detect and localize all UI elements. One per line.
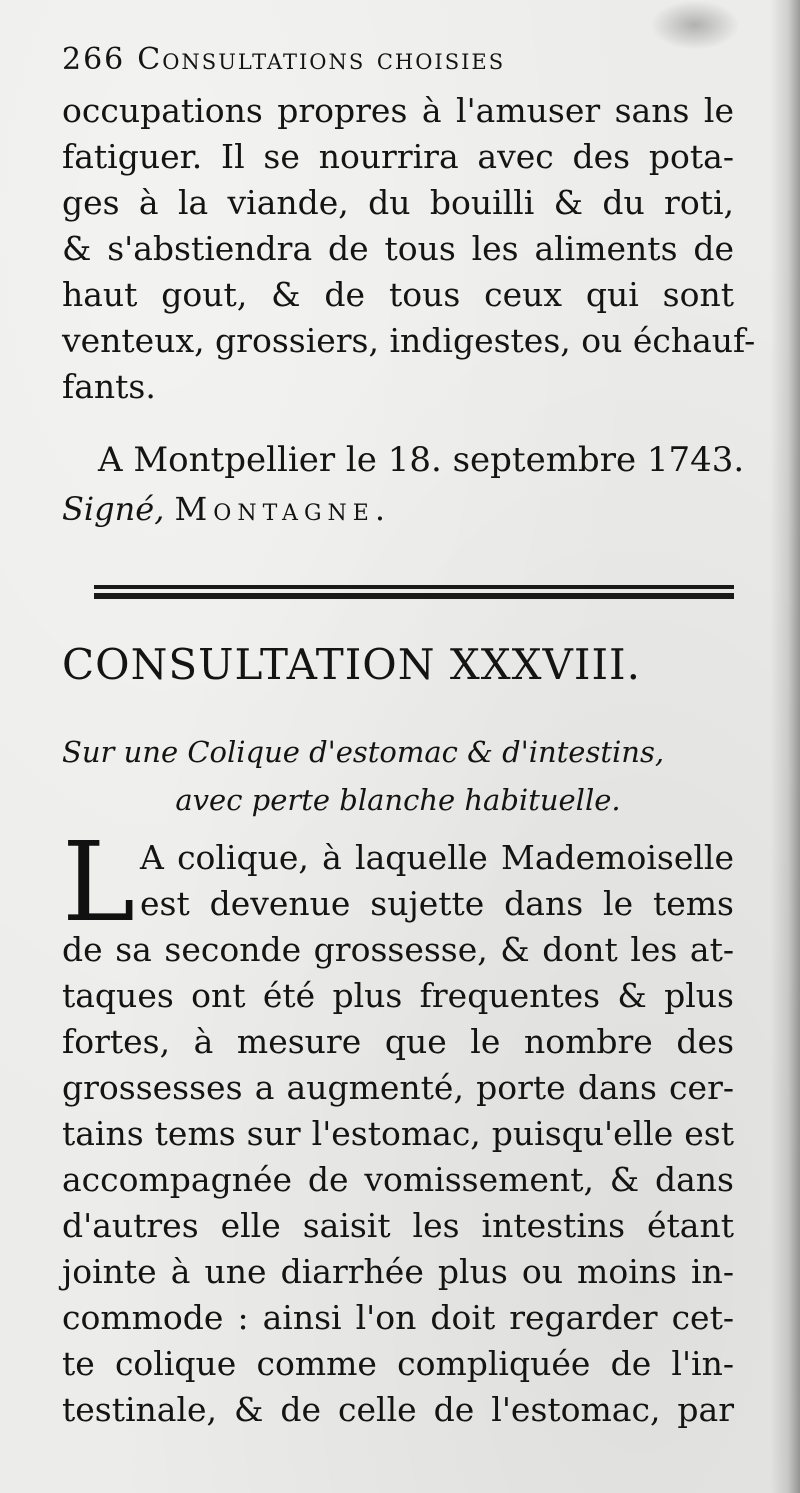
top-paragraph (62, 88, 756, 410)
section-heading: CONSULTATION XXXVIII. (62, 640, 641, 689)
page-stain (650, 0, 740, 50)
text-line: d'autres elle saisit les intestins étant (62, 1206, 734, 1245)
text-line: grossesses a augmenté, porte dans cer- (62, 1068, 734, 1107)
page-number: 266 (62, 42, 126, 77)
running-head (62, 42, 505, 77)
text-line: fants. (62, 367, 156, 406)
text-line: fatiguer. Il se nourrira avec des pota- (62, 137, 734, 176)
text-line: & s'abstiendra de tous les aliments de (62, 229, 734, 268)
text-line: jointe à une diarrhée plus ou moins in- (62, 1252, 734, 1291)
text-line: est devenue sujette dans le tems (140, 884, 734, 923)
signer-name: Montagne. (174, 490, 391, 528)
subtitle-line: avec perte blanche habituelle. (175, 783, 621, 817)
text-line: haut gout, & de tous ceux qui sont (62, 275, 734, 314)
text-line: de sa seconde grossesse, & dont les at- (62, 930, 734, 969)
text-line: accompagnée de vomissement, & dans (62, 1160, 734, 1199)
dateline: A Montpellier le 18. septembre 1743. (98, 440, 745, 480)
drop-cap: L (62, 818, 136, 946)
text-line: testinale, & de celle de l'estomac, par (62, 1390, 734, 1429)
text-line: fortes, à mesure que le nombre des (62, 1022, 734, 1061)
text-line: commode : ainsi l'on doit regarder cet- (62, 1298, 734, 1337)
text-line: taques ont été plus frequentes & plus (62, 976, 734, 1015)
text-line: tains tems sur l'estomac, puisqu'elle est (62, 1114, 734, 1153)
signed-word: Signé, (62, 490, 165, 528)
body-paragraph (62, 818, 734, 1433)
text-line: A colique, à laquelle Mademoiselle (140, 838, 734, 877)
section-divider-rule (94, 585, 734, 599)
subtitle-line: Sur une Colique d'estomac & d'intestins, (62, 735, 665, 769)
text-line: te colique comme compliquée de l'in- (62, 1344, 734, 1383)
page-edge-shadow (770, 0, 800, 1493)
text-line: ges à la viande, du bouilli & du roti, (62, 183, 734, 222)
text-line: venteux, grossiers, indigestes, ou échauf- (62, 321, 756, 360)
section-subtitle (62, 728, 734, 824)
text-line: occupations propres à l'amuser sans le (62, 91, 734, 130)
signature (62, 490, 391, 528)
running-head-title: Consultations choisies (137, 42, 506, 77)
